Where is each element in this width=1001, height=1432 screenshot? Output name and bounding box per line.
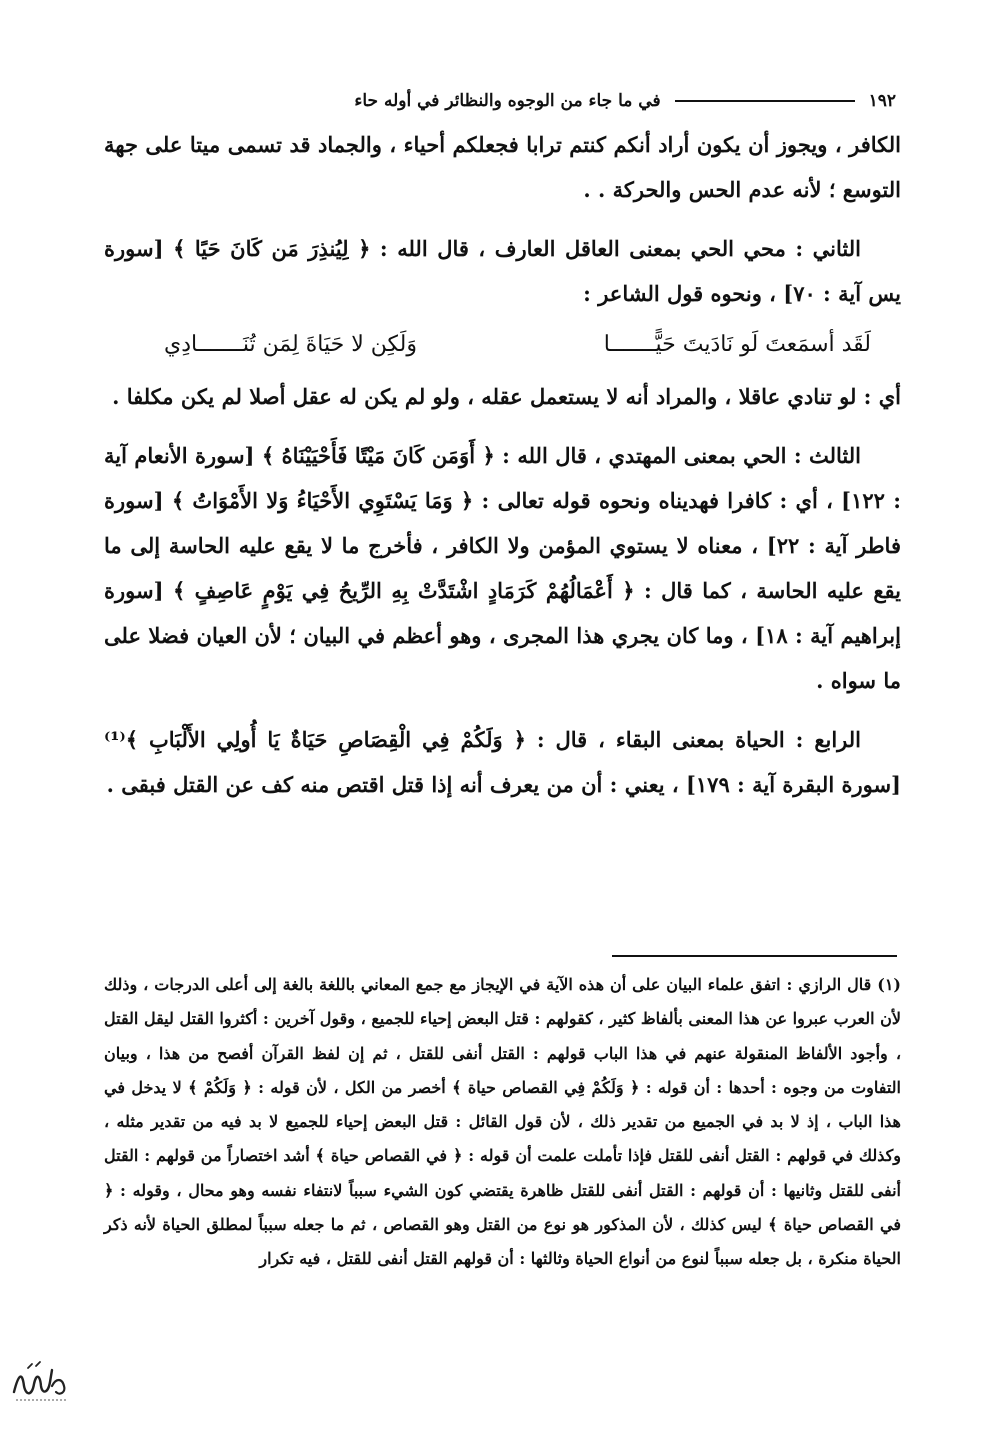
footnote-text: (١) قال الرازي : اتفق علماء البيان على أن هذه الآية في الإيجاز مع جمع المعاني باللغة بالغة إلى أعلى الدرجات ، وذلك لأن العرب عبروا عن هذا المعنى بألفاظ كثير ، كقولهم : قتل البعض إحياء للجميع ، وقول آخرين : أكثروا القتل ليقل القتل ، وأجود الألفاظ المنقولة عنهم في هذا الباب قولهم : القتل أنفى للقتل ، ثم إن لفظ القرآن أفصح من هذا ، وبيان التفاوت من وجوه : أحدها : أن قوله : ﴿ وَلَكُمْ فِي القصاص حياة ﴾ أخصر من الكل ، لأن قوله : ﴿ وَلَكُمْ ﴾ لا يدخل في هذا الباب ، إذ لا بد في الجميع من تقدير ذلك ، لأن قول القائل : قتل البعض إحياء للجميع لا بد فيه من تقدير مثله ، وكذلك في قولهم : القتل أنفى للقتل فإذا تأملت علمت أن قوله : ﴿ في القصاص حياة ﴾ أشد اختصاراً من قولهم : القتل أنفى للقتل وثانيها : أن قولهم : القتل أنفى للقتل ظاهرة يقتضي كون الشيء سبباً لانتفاء نفسه وهو محال ، وقوله : ﴿ في القصاص حياة ﴾ ليس كذلك ، لأن المذكور هو نوع من القتل وهو القصاص ، ثم ما جعله سبباً لمطلق الحياة لأنه ذكر الحياة منكرة ، بل جعله سبباً لنوع من أنواع الحياة وثالثها : أن قولهم القتل أنفى للقتل ، فيه تكرار: [104, 975, 901, 1269]
paragraph-continuation: الكافر ، ويجوز أن يكون أراد أنكم كنتم ترابا فجعلكم أحياء ، والجماد قد تسمى ميتا على جهة التوسع ؛ لأنه عدم الحس والحركة . .: [104, 132, 901, 202]
paragraph-third-meaning: الثالث : الحي بمعنى المهتدي ، قال الله : ﴿ أَوَمَن كَانَ مَيْتًا فَأَحْيَيْنَاهُ ﴾ [سورة الأنعام آية : ١٢٢] ، أي : كافرا فهديناه ونحوه قوله تعالى : ﴿ وَمَا يَسْتَوِي الأَحْيَاءُ وَلا الأَمْوَاتُ ﴾ [سورة فاطر آية : ٢٢] ، معناه لا يستوي المؤمن ولا الكافر ، فأخرج ما لا يقع عليه الحاسة إلى ما يقع عليه الحاسة ، كما قال : ﴿ أَعْمَالُهُمْ كَرَمَادٍ اشْتَدَّتْ بِهِ الرِّيحُ فِي يَوْمٍ عَاصِفٍ ﴾ [سورة إبراهيم آية : ١٨] ، وما كان يجري هذا المجرى ، وهو أعظم في البيان ؛ لأن العيان فضلا على ما سواه .: [104, 443, 901, 693]
library-logo-icon: [8, 1356, 72, 1406]
paragraph-verse-explanation: أي : لو تنادي عاقلا ، والمراد أنه لا يستعمل عقله ، ولو لم يكن له عقل أصلا لم يكن مكلفا .: [112, 384, 901, 409]
verse-second-hemistich: وَلَكِن لا حَيَاةَ لِمَن تُنَـــــــادِي: [164, 332, 417, 357]
paragraph-fourth-meaning: الرابع : الحياة بمعنى البقاء ، قال : ﴿ وَلَكُمْ فِي الْقِصَاصِ حَيَاةٌ يَا أُولِي الأَلْبَابِ ﴾⁽¹⁾ [سورة البقرة آية : ١٧٩] ، يعني : أن من يعرف أنه إذا قتل اقتص منه كف عن القتل فبقى .: [104, 727, 901, 797]
page-header: [105, 86, 896, 116]
paragraph-second-meaning: الثاني : محي الحي بمعنى العاقل العارف ، قال الله : ﴿ لِيُنذِرَ مَن كَانَ حَيًا ﴾ [سورة يس آية : ٧٠] ، ونحوه قول الشاعر :: [104, 236, 901, 306]
main-text: [104, 122, 901, 807]
footnote: [104, 968, 901, 1277]
page-number: ١٩٢: [868, 91, 896, 111]
poetry-verse: [104, 316, 901, 374]
verse-first-hemistich: لَقَد أسمَعتَ لَو نَادَيتَ حَيًّـــــــا: [603, 332, 871, 357]
running-title: في ما جاء من الوجوه والنظائر في أوله حاء: [354, 91, 661, 111]
footnote-separator: [612, 955, 897, 957]
header-rule: [675, 100, 855, 102]
